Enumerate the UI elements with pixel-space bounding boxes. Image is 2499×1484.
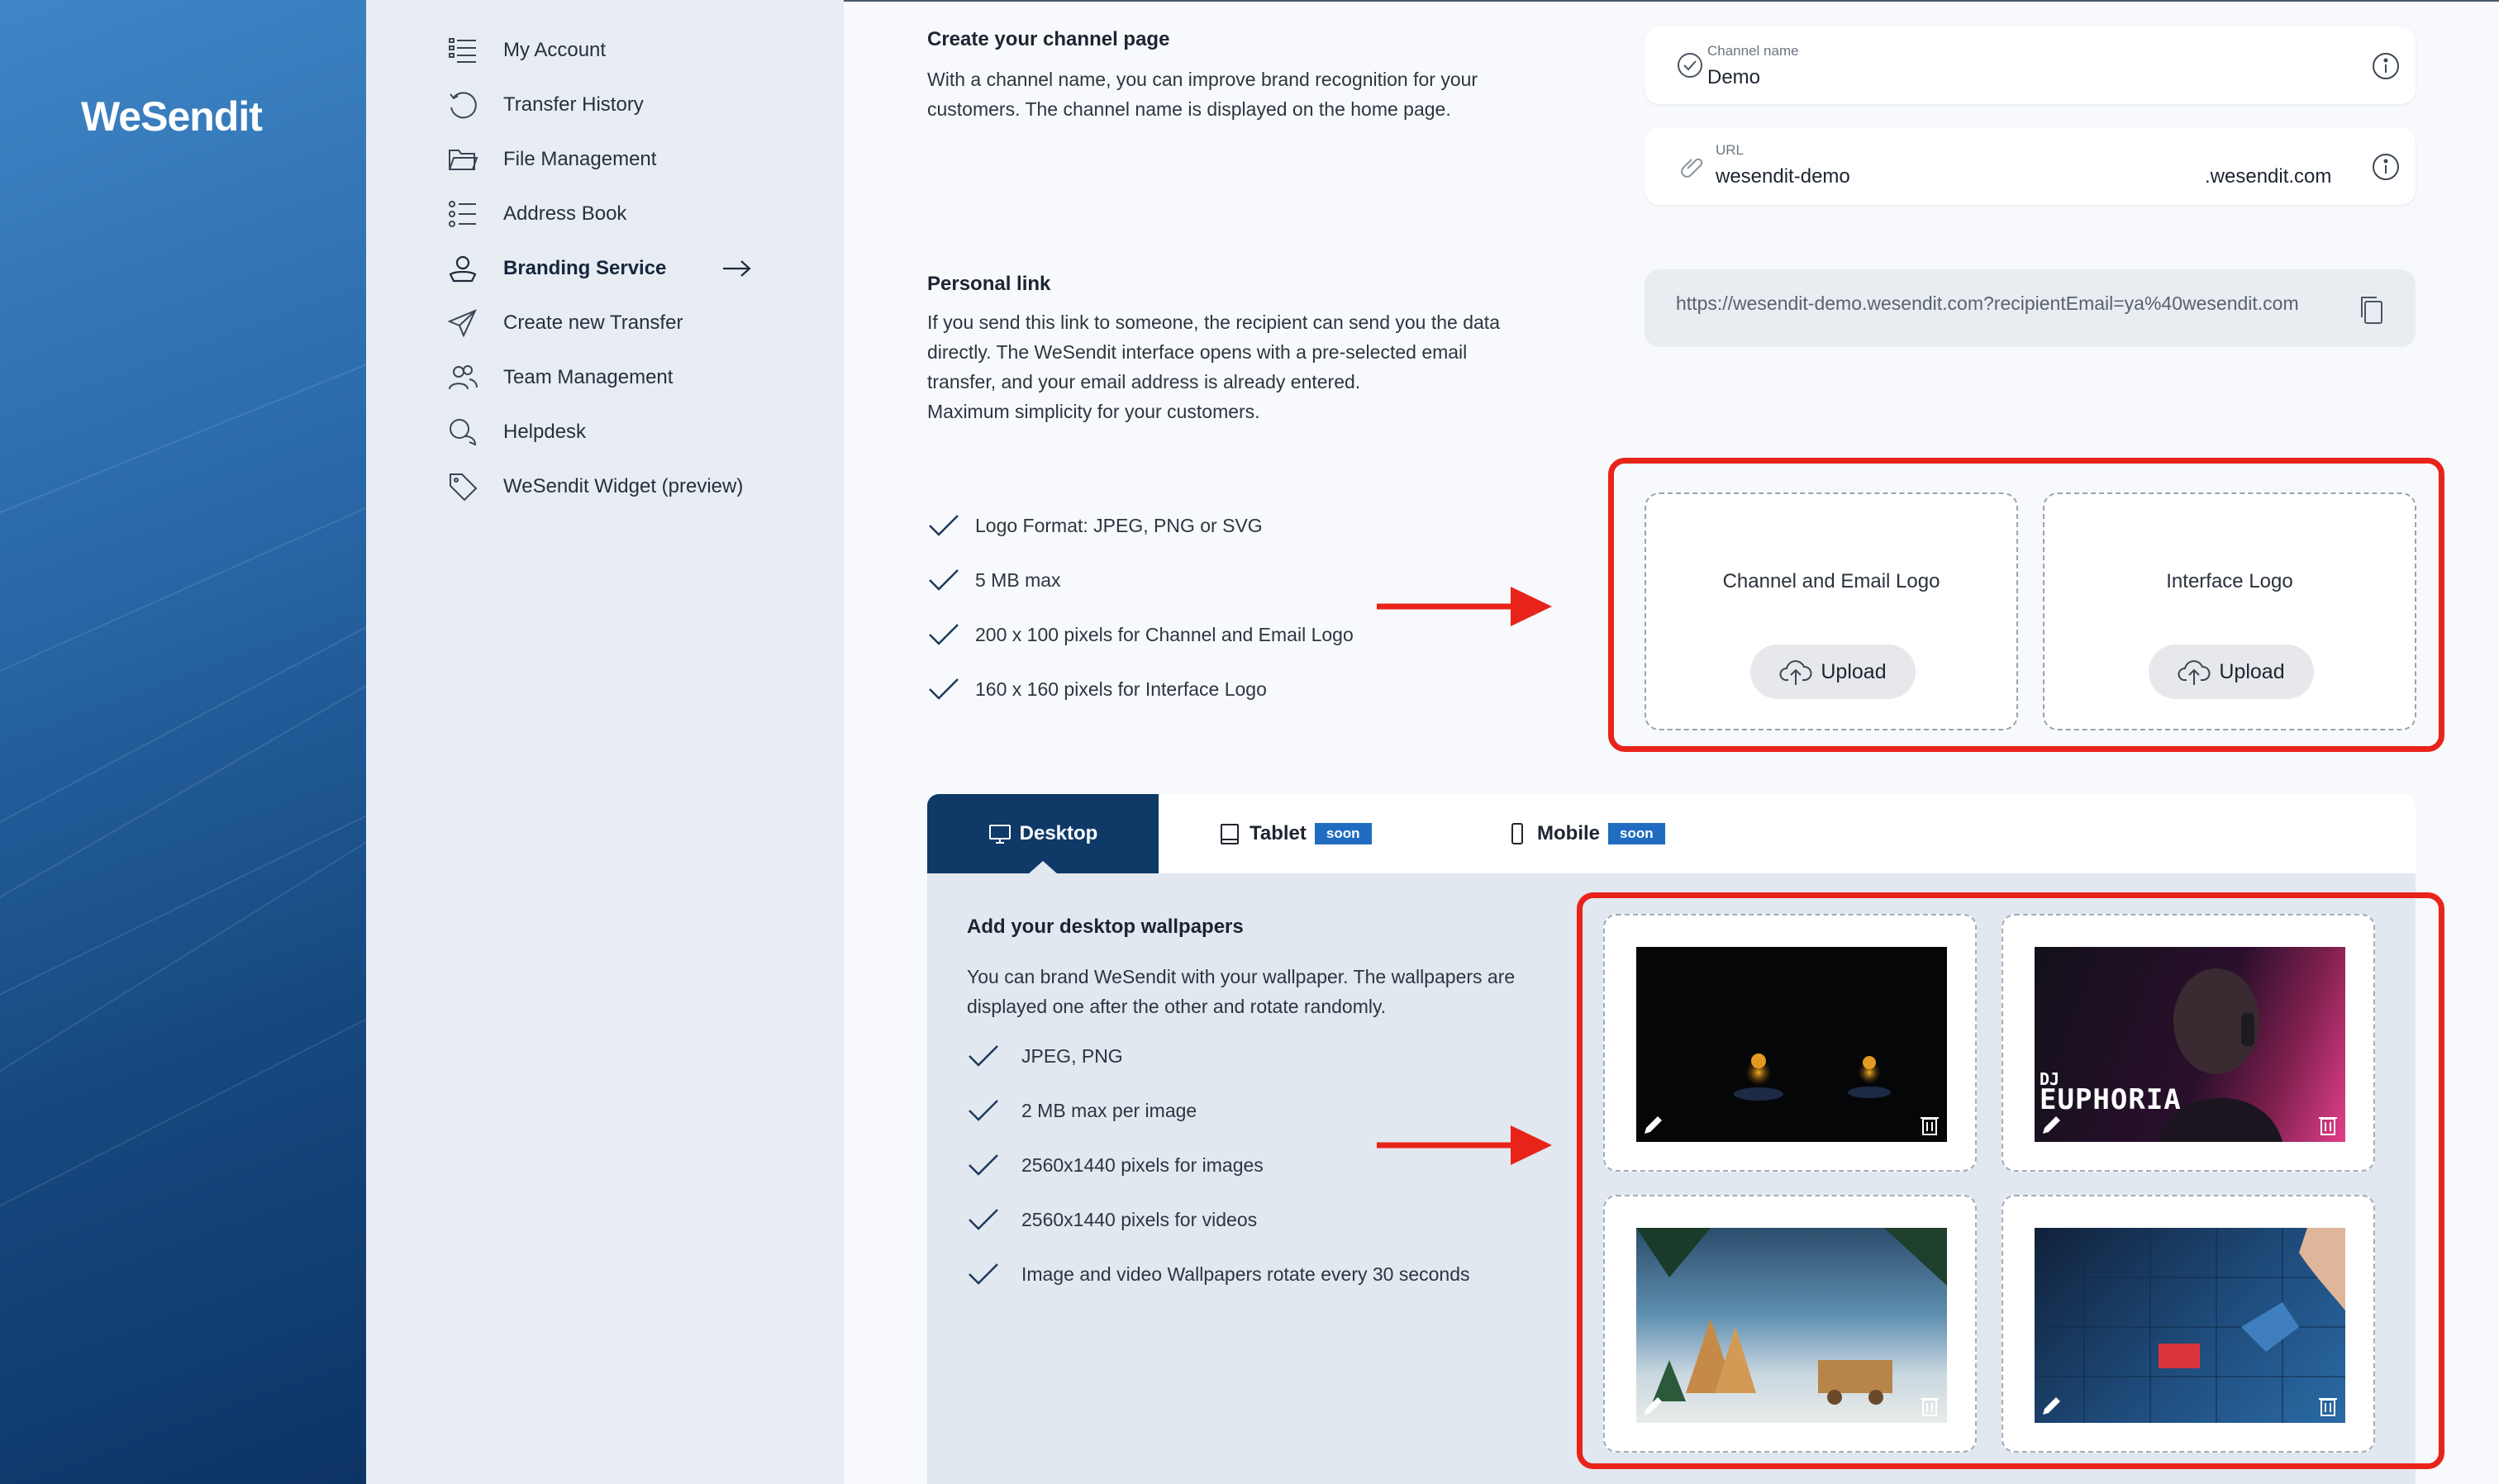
channel-name-label: Channel name [1707, 43, 1799, 59]
sidebar-nav [366, 0, 844, 1484]
channel-logo-dropzone[interactable] [1645, 492, 2018, 730]
check-icon [967, 1097, 1000, 1124]
sidebar-item-label: My Account [503, 39, 607, 61]
edit-icon[interactable] [1641, 1393, 1666, 1418]
check-circle-icon [1676, 51, 1704, 79]
requirement-text: JPEG, PNG [1021, 1044, 1123, 1067]
christmas-image [1636, 1228, 1947, 1423]
sidebar-item-label: File Management [503, 148, 657, 170]
requirement-item [967, 1261, 1470, 1287]
check-icon [967, 1152, 1000, 1178]
requirement-item [927, 512, 1263, 539]
trash-icon[interactable] [1917, 1112, 1942, 1137]
upload-button[interactable] [2149, 644, 2314, 699]
list-icon [447, 35, 478, 66]
url-value: wesendit-demo [1716, 165, 1850, 188]
personal-link-heading: Personal link [927, 273, 1051, 295]
check-icon [967, 1206, 1000, 1233]
red-arrow-icon [1373, 1122, 1555, 1168]
branding-icon [447, 253, 478, 284]
tablet-icon [1218, 822, 1241, 845]
address-book-icon [447, 198, 478, 230]
edit-icon[interactable] [2040, 1393, 2064, 1418]
tab-label: Desktop [1019, 822, 1098, 844]
tab-label: Mobile [1537, 822, 1600, 844]
personal-link-field[interactable] [1645, 269, 2416, 347]
trash-icon[interactable] [2316, 1393, 2340, 1418]
sidebar-item-helpdesk[interactable] [447, 411, 586, 453]
trash-icon[interactable] [1917, 1393, 1942, 1418]
sidebar-item-create-transfer[interactable] [447, 302, 683, 344]
sidebar-item-my-account[interactable] [447, 30, 606, 71]
device-tabs [927, 794, 2416, 873]
sidebar-item-label: Transfer History [503, 93, 644, 116]
tab-mobile[interactable] [1506, 794, 1665, 873]
personal-link-line3: transfer, and your email address is already entered. [927, 371, 1361, 392]
url-field[interactable] [1645, 127, 2416, 205]
requirement-item [927, 621, 1354, 648]
info-icon[interactable] [2371, 152, 2401, 182]
wallpaper-image [2035, 947, 2345, 1142]
soon-badge: soon [1315, 823, 1372, 844]
desktop-icon [988, 822, 1011, 845]
requirement-text: 160 x 160 pixels for Interface Logo [975, 678, 1267, 700]
soon-badge: soon [1608, 823, 1665, 844]
requirement-text: 200 x 100 pixels for Channel and Email Logo [975, 623, 1354, 645]
tab-tablet[interactable] [1218, 794, 1372, 873]
upload-label: Upload [1821, 659, 1887, 683]
sidebar-item-widget[interactable] [447, 466, 743, 507]
check-icon [967, 1043, 1000, 1069]
check-icon [927, 512, 960, 539]
requirement-text: 2560x1440 pixels for images [1021, 1153, 1264, 1176]
personal-link-url: https://wesendit-demo.wesendit.com?recipientEmail=ya%40wesendit.com [1676, 293, 2299, 314]
edit-icon[interactable] [2040, 1112, 2064, 1137]
bears-image [1636, 947, 1947, 1142]
brand-panel [0, 0, 366, 1484]
copy-icon[interactable] [2358, 294, 2386, 326]
channel-desc-line1: With a channel name, you can improve brand recognition for your [927, 69, 1478, 90]
upload-button[interactable] [1750, 644, 1916, 699]
trash-icon[interactable] [2316, 1112, 2340, 1137]
puzzle-image [2035, 1228, 2345, 1423]
sidebar-item-branding-service[interactable] [447, 248, 794, 289]
requirement-item [967, 1206, 1257, 1233]
sidebar-item-label: Helpdesk [503, 421, 587, 443]
requirement-text: Logo Format: JPEG, PNG or SVG [975, 514, 1263, 536]
requirement-text: 2 MB max per image [1021, 1099, 1197, 1121]
arrow-right-icon [721, 256, 753, 281]
dj-name: EUPHORIA [2040, 1083, 2182, 1116]
check-icon [927, 676, 960, 702]
sidebar-item-address-book[interactable] [447, 193, 626, 235]
wallpaper-image [1636, 1228, 1947, 1423]
send-icon [447, 307, 478, 339]
requirement-text: 2560x1440 pixels for videos [1021, 1208, 1258, 1230]
edit-icon[interactable] [1641, 1112, 1666, 1137]
personal-link-line1: If you send this link to someone, the recipient can send you the data [927, 312, 1500, 333]
team-icon [447, 362, 478, 393]
folder-icon [447, 144, 478, 175]
url-suffix: .wesendit.com [2205, 165, 2332, 188]
sidebar-item-file-management[interactable] [447, 139, 656, 180]
history-icon [447, 89, 478, 121]
sidebar-item-label: WeSendit Widget (preview) [503, 475, 744, 497]
check-icon [927, 621, 960, 648]
tag-icon [447, 471, 478, 502]
wallpaper-card[interactable] [1603, 914, 1977, 1172]
wallpaper-image [2035, 1228, 2345, 1423]
sidebar-item-label: Address Book [503, 202, 627, 225]
requirement-item [927, 567, 1061, 593]
cloud-upload-icon [2178, 657, 2211, 687]
sidebar-item-label: Branding Service [503, 257, 667, 279]
requirement-item [967, 1097, 1197, 1124]
personal-link-line4: Maximum simplicity for your customers. [927, 401, 1260, 422]
check-icon [927, 567, 960, 593]
tab-label: Tablet [1250, 822, 1307, 844]
requirement-item [967, 1043, 1123, 1069]
requirement-text: Image and video Wallpapers rotate every 30 seconds [1021, 1263, 1470, 1285]
personal-link-line2: directly. The WeSendit interface opens with a pre-selected email [927, 341, 1468, 363]
sidebar-item-team-management[interactable] [447, 357, 673, 398]
dj-title: DJ [2040, 1069, 2060, 1089]
requirement-item [967, 1152, 1264, 1178]
channel-heading: Create your channel page [927, 28, 1170, 50]
channel-desc-line2: customers. The channel name is displayed on the home page. [927, 98, 1451, 120]
wesendit-logo[interactable]: WeSendit [81, 93, 262, 140]
tab-desktop[interactable] [927, 794, 1159, 873]
channel-logo-title: Channel and Email Logo [1722, 570, 1940, 592]
wallpaper-card[interactable] [1603, 1195, 1977, 1453]
channel-name-value: Demo [1707, 66, 1761, 88]
wallpaper-image [1636, 947, 1947, 1142]
check-icon [967, 1261, 1000, 1287]
wallpapers-heading: Add your desktop wallpapers [967, 916, 1244, 938]
wallpapers-desc-line1: You can brand WeSendit with your wallpaper. The wallpapers are [967, 966, 1516, 987]
wallpapers-desc-line2: displayed one after the other and rotate randomly. [967, 996, 1387, 1017]
red-arrow-icon [1373, 583, 1555, 630]
sidebar-item-transfer-history[interactable] [447, 84, 644, 126]
helpdesk-icon [447, 416, 478, 448]
interface-logo-dropzone[interactable] [2043, 492, 2416, 730]
sidebar-item-label: Team Management [503, 366, 674, 388]
wallpaper-card[interactable] [2002, 914, 2375, 1172]
upload-label: Upload [2219, 659, 2285, 683]
interface-logo-title: Interface Logo [2166, 570, 2293, 592]
sidebar-item-label: Create new Transfer [503, 312, 683, 334]
channel-name-field[interactable] [1645, 26, 2416, 104]
info-icon[interactable] [2371, 51, 2401, 81]
mobile-icon [1506, 822, 1529, 845]
cloud-upload-icon [1779, 657, 1812, 687]
requirement-item [927, 676, 1267, 702]
url-label: URL [1716, 142, 1745, 158]
requirement-text: 5 MB max [975, 568, 1061, 591]
link-icon [1676, 152, 1704, 180]
wallpaper-card[interactable] [2002, 1195, 2375, 1453]
